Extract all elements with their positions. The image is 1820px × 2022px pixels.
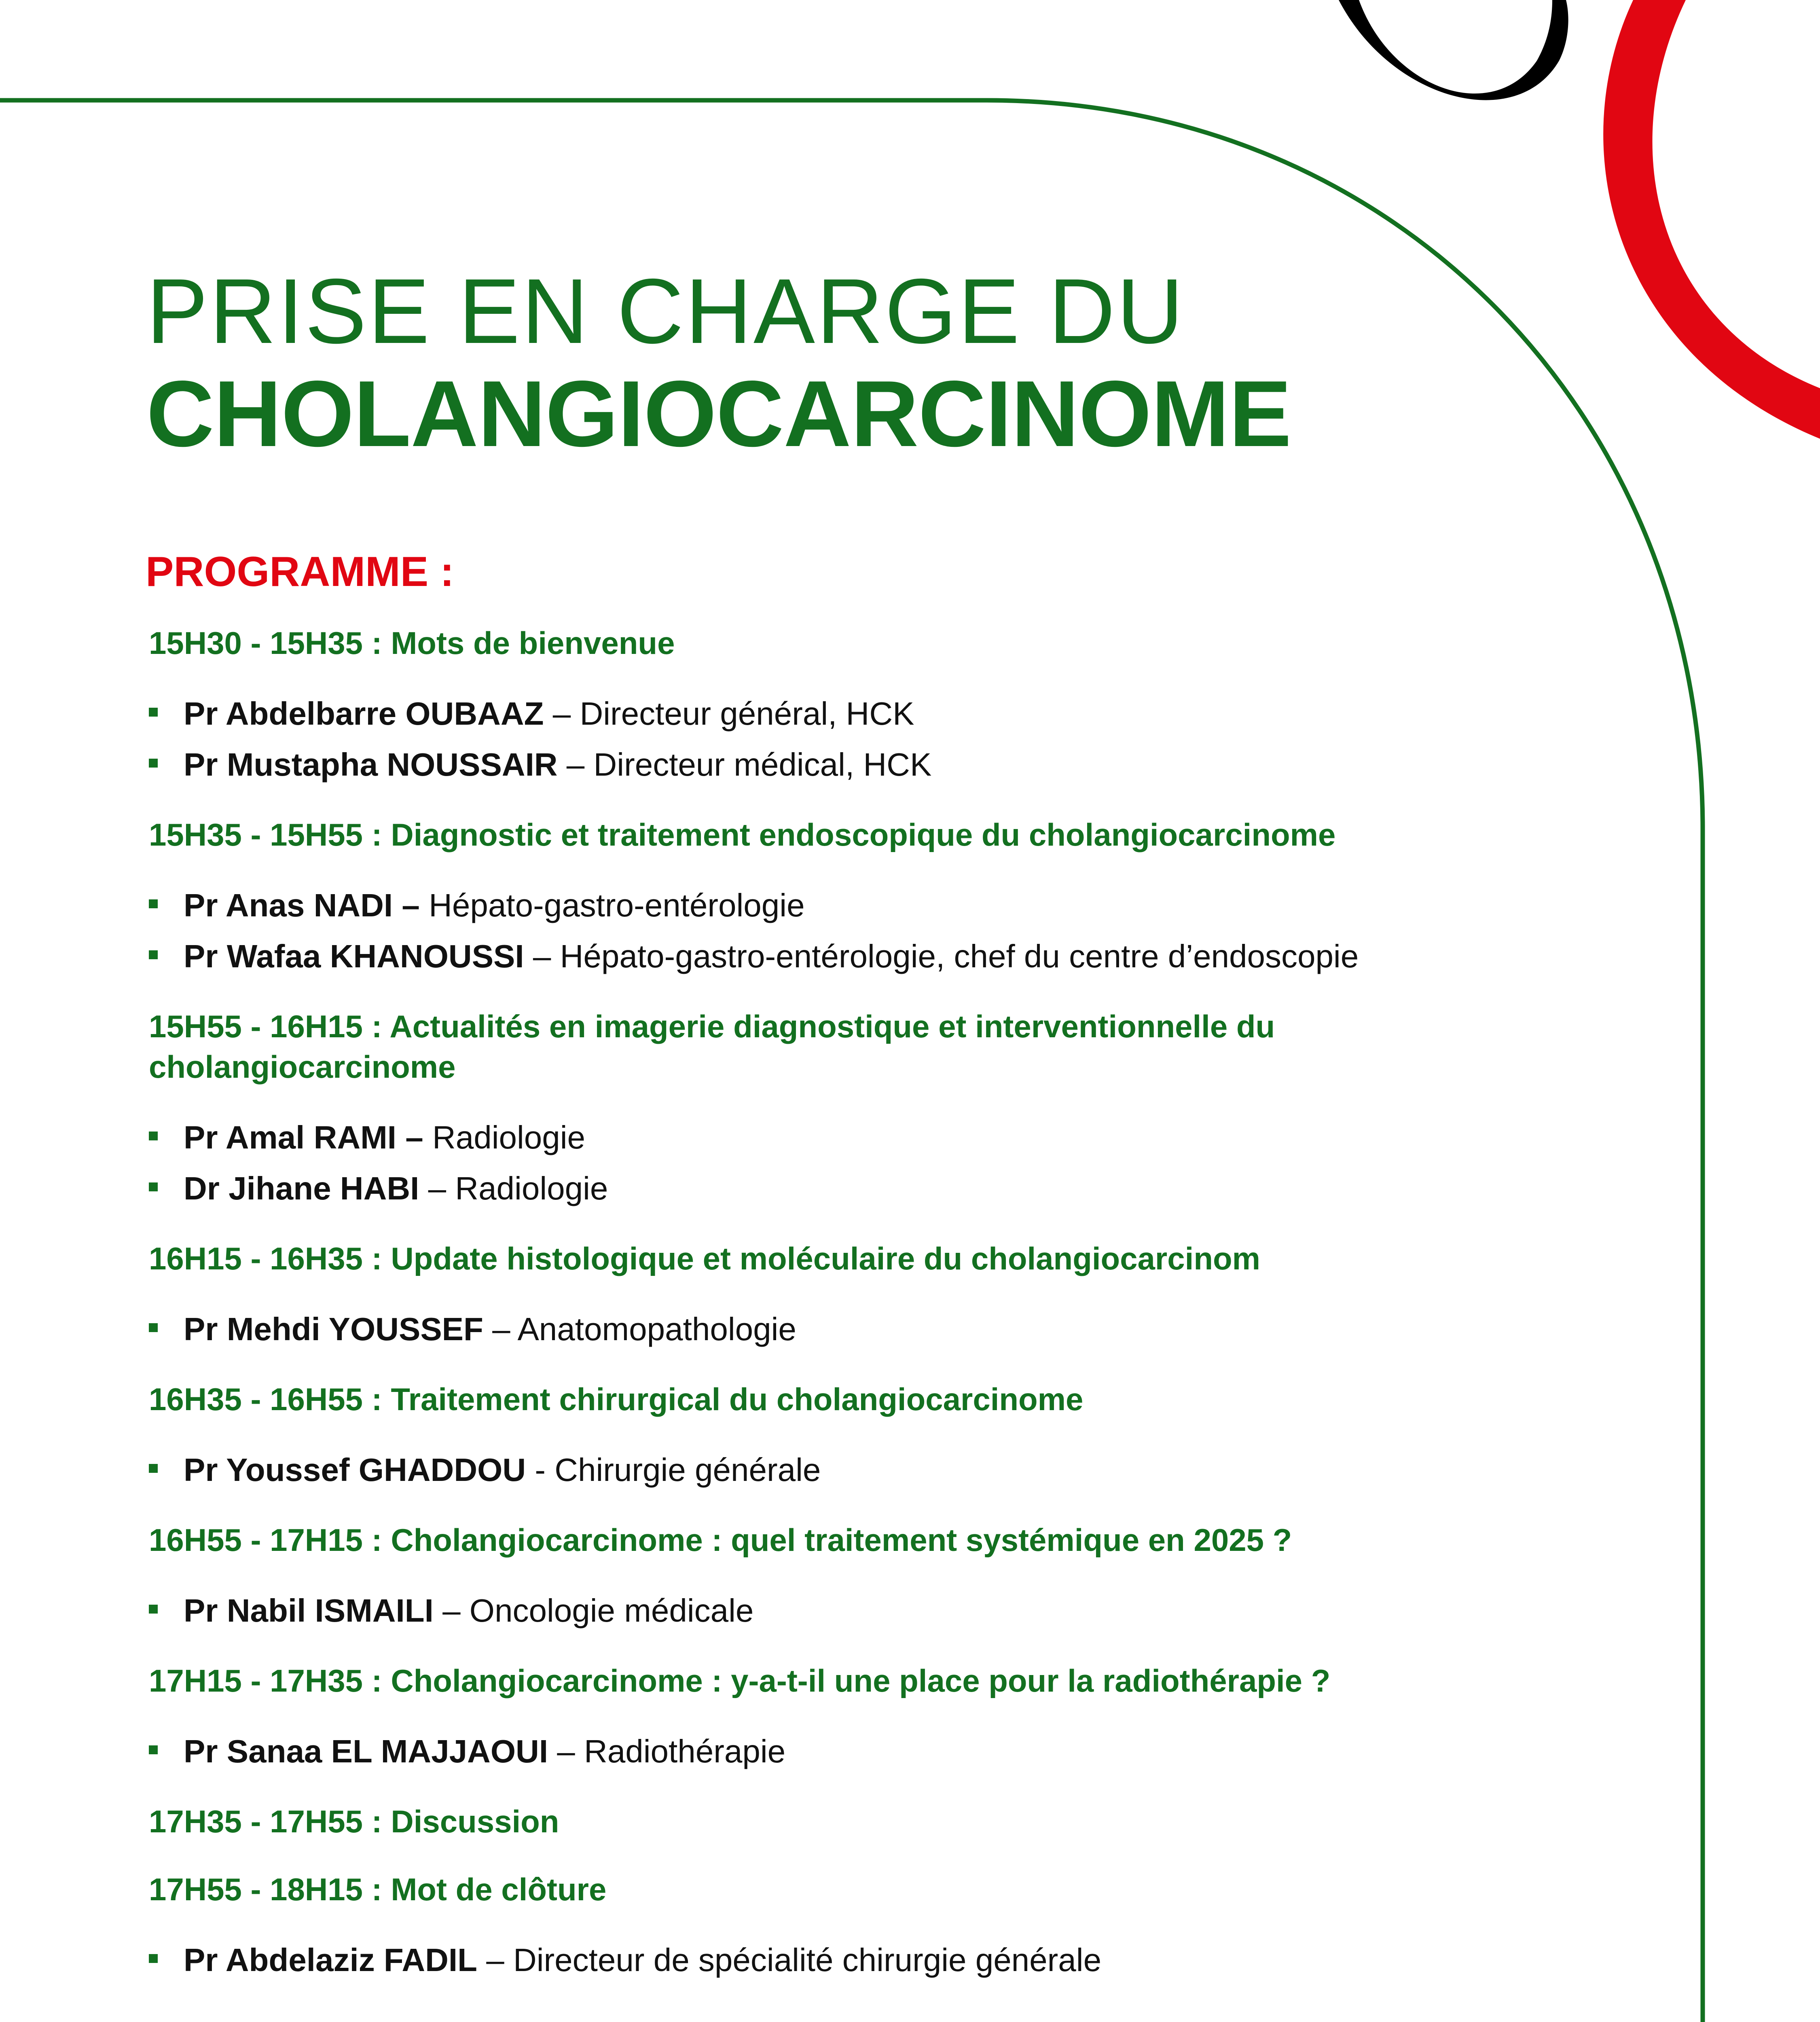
speaker-name: Pr Nabil ISMAILI: [184, 1593, 434, 1629]
speaker-role: – Directeur de spécialité chirurgie générale: [477, 1942, 1102, 1978]
speaker-item: [149, 1163, 1572, 1214]
bullet-icon: [149, 950, 158, 959]
speaker-name: Pr Mehdi YOUSSEF: [184, 1311, 483, 1347]
speaker-list: [149, 1304, 1572, 1355]
speaker-item: [149, 739, 1572, 790]
bullet-icon: [149, 899, 158, 908]
programme-heading: PROGRAMME :: [146, 548, 454, 595]
speaker-item: [149, 1585, 1572, 1636]
agenda: [149, 623, 1572, 2010]
black-swoosh: [1339, 0, 1568, 100]
speaker-role: - Chirurgie générale: [526, 1452, 821, 1488]
agenda-slot: 17H35 - 17H55 : Discussion: [149, 1804, 559, 1839]
speaker-list: [149, 1726, 1572, 1777]
speaker-list: [149, 880, 1572, 982]
speaker-role: – Radiologie: [419, 1170, 608, 1206]
bullet-icon: [149, 1605, 158, 1614]
bullet-icon: [149, 759, 158, 768]
agenda-slot: 16H15 - 16H35 : Update histologique et moléculaire du cholangiocarcinom: [149, 1241, 1260, 1276]
speaker-item: [149, 1304, 1572, 1355]
speaker-item: [149, 1112, 1572, 1163]
speaker-role: – Anatomopathologie: [483, 1311, 796, 1347]
red-swoosh: [1603, 0, 1820, 439]
speaker-item: [149, 1445, 1572, 1495]
speaker-role: – Hépato-gastro-entérologie, chef du centre d’endoscopie: [524, 938, 1359, 974]
speaker-name: Pr Wafaa KHANOUSSI: [184, 938, 524, 974]
bullet-icon: [149, 1954, 158, 1963]
agenda-slot: 17H55 - 18H15 : Mot de clôture: [149, 1872, 607, 1907]
speaker-role: Hépato-gastro-entérologie: [419, 887, 805, 923]
speaker-name: Pr Mustapha NOUSSAIR: [184, 747, 558, 783]
speaker-name: Dr Jihane HABI: [184, 1170, 419, 1206]
speaker-list: [149, 1445, 1572, 1495]
speaker-name: Pr Anas NADI –: [184, 887, 420, 923]
agenda-slot: 17H15 - 17H35 : Cholangiocarcinome : y-a-t-il une place pour la radiothérapie ?: [149, 1663, 1331, 1698]
agenda-slot: 15H35 - 15H55 : Diagnostic et traitement endoscopique du cholangiocarcinome: [149, 817, 1336, 852]
title-line-1: PRISE EN CHARGE DU: [146, 260, 1185, 363]
speaker-list: [149, 1585, 1572, 1636]
bullet-icon: [149, 708, 158, 717]
speaker-name: Pr Abdelbarre OUBAAZ: [184, 696, 544, 732]
speaker-role: – Directeur général, HCK: [544, 696, 914, 732]
agenda-slot: 16H35 - 16H55 : Traitement chirurgical du cholangiocarcinome: [149, 1381, 1084, 1417]
speaker-item: [149, 688, 1572, 739]
speaker-name: Pr Sanaa EL MAJJAOUI: [184, 1733, 548, 1769]
bullet-icon: [149, 1745, 158, 1754]
speaker-list: [149, 1112, 1572, 1214]
title-line-2: CHOLANGIOCARCINOME: [146, 362, 1291, 466]
speaker-item: [149, 1935, 1572, 1986]
bullet-icon: [149, 1323, 158, 1332]
speaker-name: Pr Amal RAMI –: [184, 1119, 423, 1155]
speaker-name: Pr Abdelaziz FADIL: [184, 1942, 478, 1978]
bullet-icon: [149, 1182, 158, 1191]
speaker-item: [149, 931, 1572, 982]
speaker-list: [149, 688, 1572, 790]
agenda-slot: 15H30 - 15H35 : Mots de bienvenue: [149, 625, 675, 661]
speaker-item: [149, 880, 1572, 931]
speaker-role: Radiologie: [423, 1119, 586, 1155]
speaker-role: – Directeur médical, HCK: [557, 747, 932, 783]
speaker-role: – Radiothérapie: [548, 1733, 786, 1769]
agenda-slot: 16H55 - 17H15 : Cholangiocarcinome : quel traitement systémique en 2025 ?: [149, 1522, 1292, 1558]
speaker-role: – Oncologie médicale: [433, 1593, 754, 1629]
speaker-list: [149, 1935, 1572, 1986]
agenda-slot: 15H55 - 16H15 : Actualités en imagerie diagnostique et interventionnelle du cholangiocarcinome: [149, 1009, 1275, 1085]
speaker-name: Pr Youssef GHADDOU: [184, 1452, 526, 1488]
speaker-item: [149, 1726, 1572, 1777]
bullet-icon: [149, 1132, 158, 1140]
bullet-icon: [149, 1464, 158, 1473]
